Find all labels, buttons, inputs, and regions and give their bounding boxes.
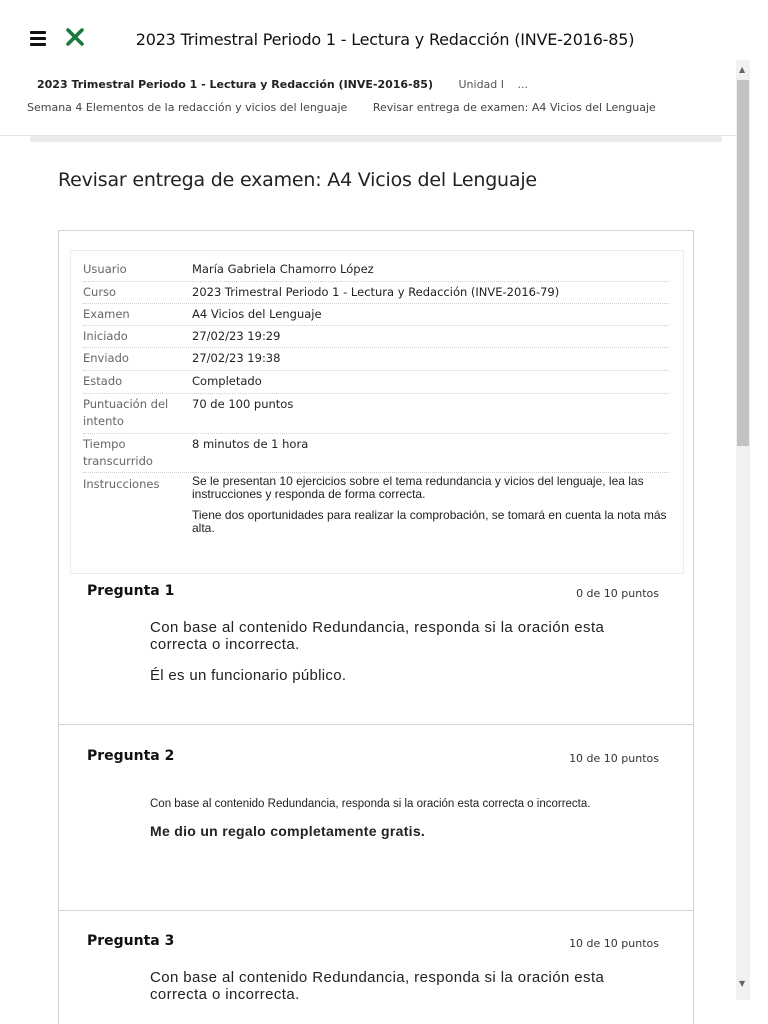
page-title: Revisar entrega de examen: A4 Vicios del Lenguaje	[58, 169, 537, 191]
question-prompt: Con base al contenido Redundancia, responda si la oración esta correcta o incorrecta.	[150, 798, 591, 810]
question-item	[59, 910, 693, 1024]
info-value: 27/02/23 19:29	[192, 329, 281, 343]
attempt-info-table	[70, 250, 684, 574]
info-value: 27/02/23 19:38	[192, 351, 281, 365]
info-value: A4 Vicios del Lenguaje	[192, 307, 322, 321]
question-title: Pregunta 2	[87, 748, 175, 764]
info-row-curso	[83, 282, 669, 304]
question-item	[59, 724, 693, 910]
info-row-iniciado	[83, 326, 669, 348]
question-sentence: Me dio un regalo completamente gratis.	[150, 823, 426, 839]
question-prompt: Con base al contenido Redundancia, responda si la oración esta correcta o incorrecta.	[150, 969, 605, 1003]
x-logo-icon[interactable]	[64, 26, 86, 48]
question-score: 10 de 10 puntos	[569, 752, 659, 765]
breadcrumb-row-2	[27, 101, 656, 114]
info-label: Usuario	[83, 262, 127, 276]
breadcrumb-week[interactable]: Semana 4 Elementos de la redacción y vicios del lenguaje	[27, 101, 348, 114]
question-item	[59, 576, 693, 724]
instructions-text	[192, 475, 672, 535]
scroll-down-arrow-icon[interactable]: ▼	[739, 979, 746, 988]
info-value: 8 minutos de 1 hora	[192, 437, 309, 451]
info-value: Completado	[192, 374, 262, 388]
info-label: Tiempo transcurrido	[83, 437, 153, 468]
info-row-tiempo	[83, 434, 669, 473]
scroll-up-arrow-icon[interactable]: ▲	[739, 65, 746, 74]
app-title: 2023 Trimestral Periodo 1 - Lectura y Redacción (INVE-2016-85)	[135, 30, 635, 49]
info-label: Iniciado	[83, 329, 128, 343]
info-label: Enviado	[83, 351, 129, 365]
breadcrumb-current[interactable]: Revisar entrega de examen: A4 Vicios del Lenguaje	[372, 101, 656, 114]
instructions-paragraph: Se le presentan 10 ejercicios sobre el tema redundancia y vicios del lenguaje, lea las instrucciones y responda de forma correcta.	[192, 474, 644, 501]
page-scrollbar[interactable]	[736, 60, 750, 1000]
hamburger-menu-icon[interactable]	[30, 31, 46, 45]
info-label: Instrucciones	[83, 477, 160, 491]
info-label: Estado	[83, 374, 123, 388]
app-header	[0, 0, 768, 72]
scrollbar-thumb[interactable]	[737, 80, 749, 446]
breadcrumb-course[interactable]: 2023 Trimestral Periodo 1 - Lectura y Redacción (INVE-2016-85)	[37, 78, 433, 91]
info-row-estado	[83, 371, 669, 394]
question-title: Pregunta 1	[87, 583, 175, 599]
breadcrumb-more[interactable]: ...	[517, 78, 529, 91]
question-score: 10 de 10 puntos	[569, 937, 659, 950]
info-value: 2023 Trimestral Periodo 1 - Lectura y Redacción (INVE-2016-79)	[192, 285, 560, 299]
question-score: 0 de 10 puntos	[576, 587, 659, 600]
question-title: Pregunta 3	[87, 933, 175, 949]
info-label: Examen	[83, 307, 130, 321]
attempt-score-value: 70 de 100 puntos	[192, 397, 294, 411]
header-divider-band	[30, 136, 722, 142]
info-label: Puntuación del intento	[83, 397, 169, 428]
info-row-usuario	[83, 259, 669, 282]
info-label: Curso	[83, 285, 117, 299]
instructions-paragraph: Tiene dos oportunidades para realizar la comprobación, se tomará en cuenta la nota más alta.	[192, 508, 667, 535]
info-value: María Gabriela Chamorro López	[192, 262, 374, 276]
breadcrumb	[0, 72, 736, 136]
question-sentence: Él es un funcionario público.	[150, 667, 347, 684]
breadcrumb-unit[interactable]: Unidad I	[458, 78, 505, 91]
info-row-enviado	[83, 348, 669, 371]
info-row-instrucciones	[83, 473, 669, 569]
question-prompt: Con base al contenido Redundancia, responda si la oración esta correcta o incorrecta.	[150, 619, 605, 653]
info-row-puntuacion	[83, 394, 669, 434]
breadcrumb-row-1	[37, 78, 528, 91]
exam-review-card	[58, 230, 694, 1024]
info-row-examen	[83, 304, 669, 326]
